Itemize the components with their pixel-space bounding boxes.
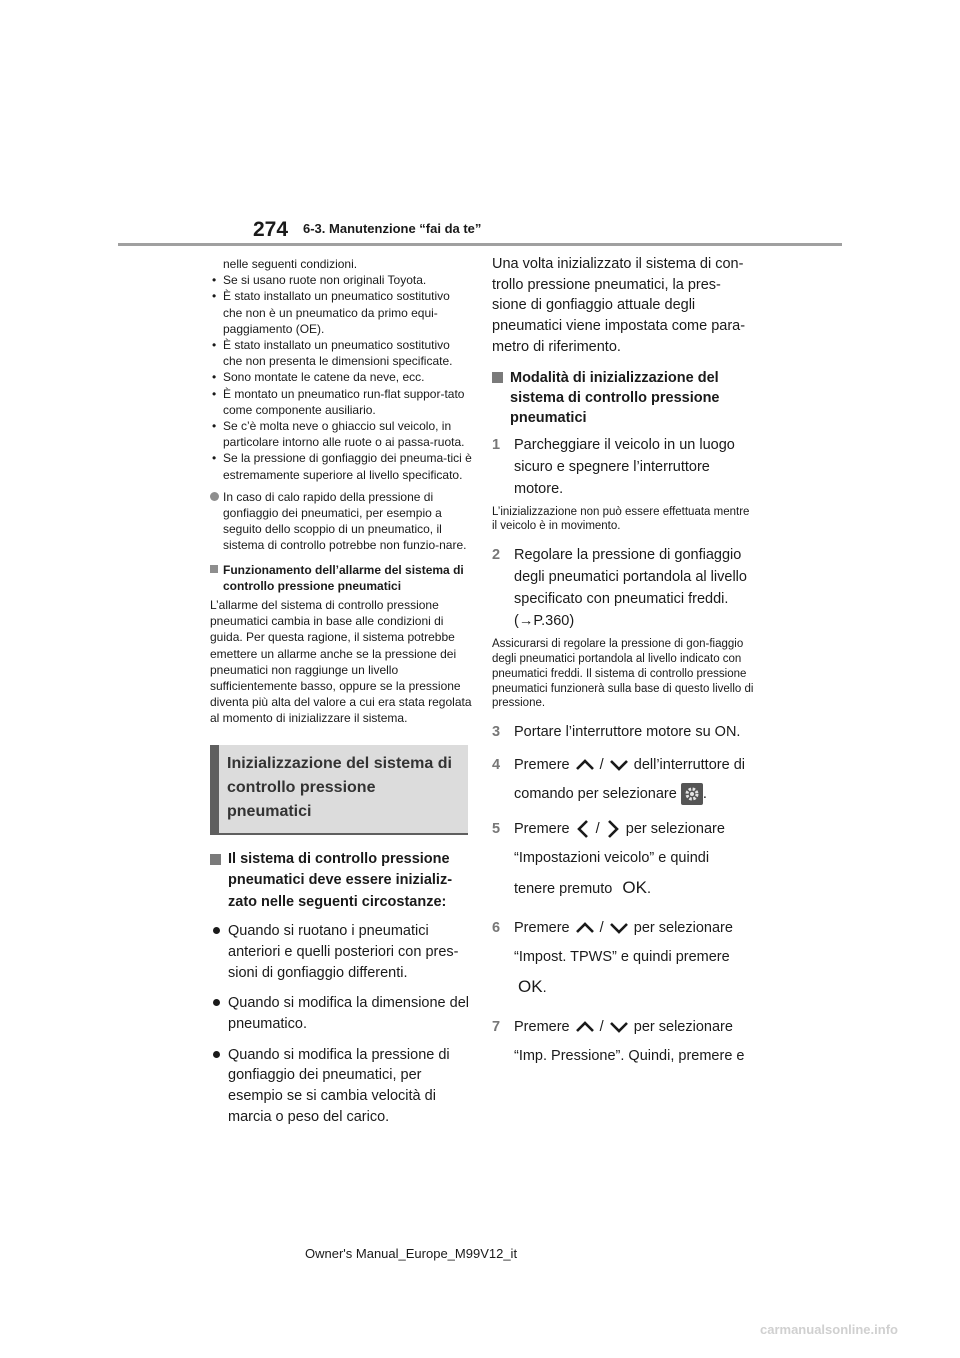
step-number: 1 [492,436,501,453]
continued-intro: nelle seguenti condizioni. [223,257,358,271]
header-rule [118,243,842,246]
step-text: per selezionare “Impost. TPWS” e quindi premere [514,920,733,966]
circumstance-item: Quando si ruotano i pneumatici anteriori e quelli posteriori con pres-sioni di gonfiaggio differenti. [210,921,472,983]
chevron-left-icon [574,819,592,839]
bullet-dot-icon [210,492,219,501]
init-circumstances-heading [210,849,472,914]
punctuation: . [542,980,547,997]
slash: / [599,757,604,774]
step-text: Premere [514,821,570,838]
step-1-note: L’inizializzazione non può essere effettuata mentre il veicolo è in movimento. [492,505,750,533]
alarm-heading [210,562,472,594]
intro-paragraph: Una volta inizializzato il sistema di con-trollo pressione pneumatici, la pres-sione di gonfiaggio attuale degli pneumatici viene impostata come para-metro di riferimento. [492,256,746,355]
step-2 [492,544,754,632]
right-column [492,254,754,1076]
ok-button-icon: OK [518,977,543,997]
step-4 [492,751,754,809]
conditions-list [210,272,472,483]
step-text: dell’interruttore di comando per selezionare [514,757,745,803]
step-1 [492,434,754,500]
step-number: 5 [492,821,501,838]
step-5 [492,815,754,904]
step-text: Regolare la pressione di gonfiaggio degli pneumatici portandola al livello specificato con pneumatici freddi. ( [514,547,747,630]
mode-heading-text: Modalità di inizializzazione del sistema di controllo pressione pneumatici [510,369,720,426]
section-title: 6-3. Manutenzione “fai da te” [303,221,482,236]
slash: / [599,1019,604,1036]
page-number: 274 [253,218,289,241]
condition-item: • Se c’è molta neve o ghiaccio sul veicolo, in particolare intorno alle ruote o ai passa-ruota. [210,418,472,450]
step-6 [492,914,754,1003]
chevron-down-icon [608,921,630,935]
step-text: Premere [514,1019,570,1036]
alarm-heading-text: Funzionamento dell’allarme del sistema di controllo pressione pneumatici [223,562,464,593]
section-heading-line2: controllo pressione pneumatici [227,778,376,820]
square-bullet-icon [210,854,221,865]
section-heading-box [210,745,468,835]
pressure-drop-text: In caso di calo rapido della pressione di gonfiaggio dei pneumatici, per esempio a seguito dello scoppio di un pneumatico, il sistema di controllo potrebbe non funzio-nare. [223,489,467,553]
step-number: 4 [492,757,501,774]
step-text: Portare l’interruttore motore su ON. [514,724,741,741]
step-2-note: Assicurarsi di regolare la pressione di gon-fiaggio degli pneumatici portandola al livello indicato con pneumatici freddi. Il sistema di controllo pressione pneumatici funzionerà sulla base di questo livello di pressione. [492,638,754,710]
condition-item: • Sono montate le catene da neve, ecc. [210,369,472,385]
condition-item: • È montato un pneumatico run-flat suppor-tato come componente ausiliario. [210,386,472,418]
step-text: per selezionare “Imp. Pressione”. Quindi, premere e [514,1019,745,1065]
punctuation: . [646,881,651,898]
chevron-down-icon [608,758,630,772]
chevron-up-icon [574,1020,596,1034]
step-number: 7 [492,1019,501,1036]
circumstance-item: Quando si modifica la dimensione del pneumatico. [210,993,472,1034]
section-heading-line1: Inizializzazione del sistema di [227,754,452,772]
step-number: 3 [492,724,501,741]
alarm-text: L’allarme del sistema di controllo pressione pneumatici cambia in base alle condizioni di guida. Per questa ragione, il sistema potrebbe emettere un allarme anche se la pressione dei pneumatici non raggiunge un livello sufficientemente basso, oppure se la pressione diventa più alta del valore a cui era stata regolata al momento di inizializzare il sistema. [210,598,472,726]
pressure-drop-note [210,489,472,554]
step-text: Parcheggiare il veicolo in un luogo sicuro e spegnere l’interruttore motore. [514,436,735,497]
circumstance-item: Quando si modifica la pressione di gonfiaggio dei pneumatici, per esempio se si cambia velocità di marcia o peso del carico. [210,1045,472,1128]
condition-item: • È stato installato un pneumatico sostitutivo che non presenta le dimensioni specificate. [210,337,472,369]
site-watermark: carmanualsonline.info [760,1322,898,1337]
step-text: Premere [514,920,570,937]
condition-item: • Se si usano ruote non originali Toyota. [210,272,472,288]
chevron-up-icon [574,921,596,935]
left-column [210,256,472,1138]
step-number: 2 [492,547,501,564]
step-7 [492,1013,754,1071]
condition-item: • È stato installato un pneumatico sostitutivo che non è un pneumatico da primo equi-paggiamento (OE). [210,288,472,337]
punctuation: . [702,786,707,803]
chevron-right-icon [604,819,622,839]
step-text: Premere [514,757,570,774]
page-reference: →P.360) [518,613,575,630]
settings-gear-icon [681,783,703,805]
slash: / [595,821,600,838]
step-number: 6 [492,920,501,937]
step-3 [492,721,754,743]
init-heading-text: Il sistema di controllo pressione pneumatici deve essere inizializ-zato nelle seguenti circostanze: [228,850,453,910]
mode-heading [492,368,754,428]
square-bullet-icon [492,372,503,383]
step-text: per selezionare “Impostazioni veicolo” e quindi tenere premuto [514,821,725,898]
condition-item: • Se la pressione di gonfiaggio dei pneuma-tici è estremamente superiore al livello specificato. [210,450,472,482]
square-bullet-icon [210,565,218,573]
manual-footer: Owner's Manual_Europe_M99V12_it [305,1246,518,1261]
ok-button-icon: OK [622,878,647,898]
chevron-up-icon [574,758,596,772]
chevron-down-icon [608,1020,630,1034]
slash: / [599,920,604,937]
